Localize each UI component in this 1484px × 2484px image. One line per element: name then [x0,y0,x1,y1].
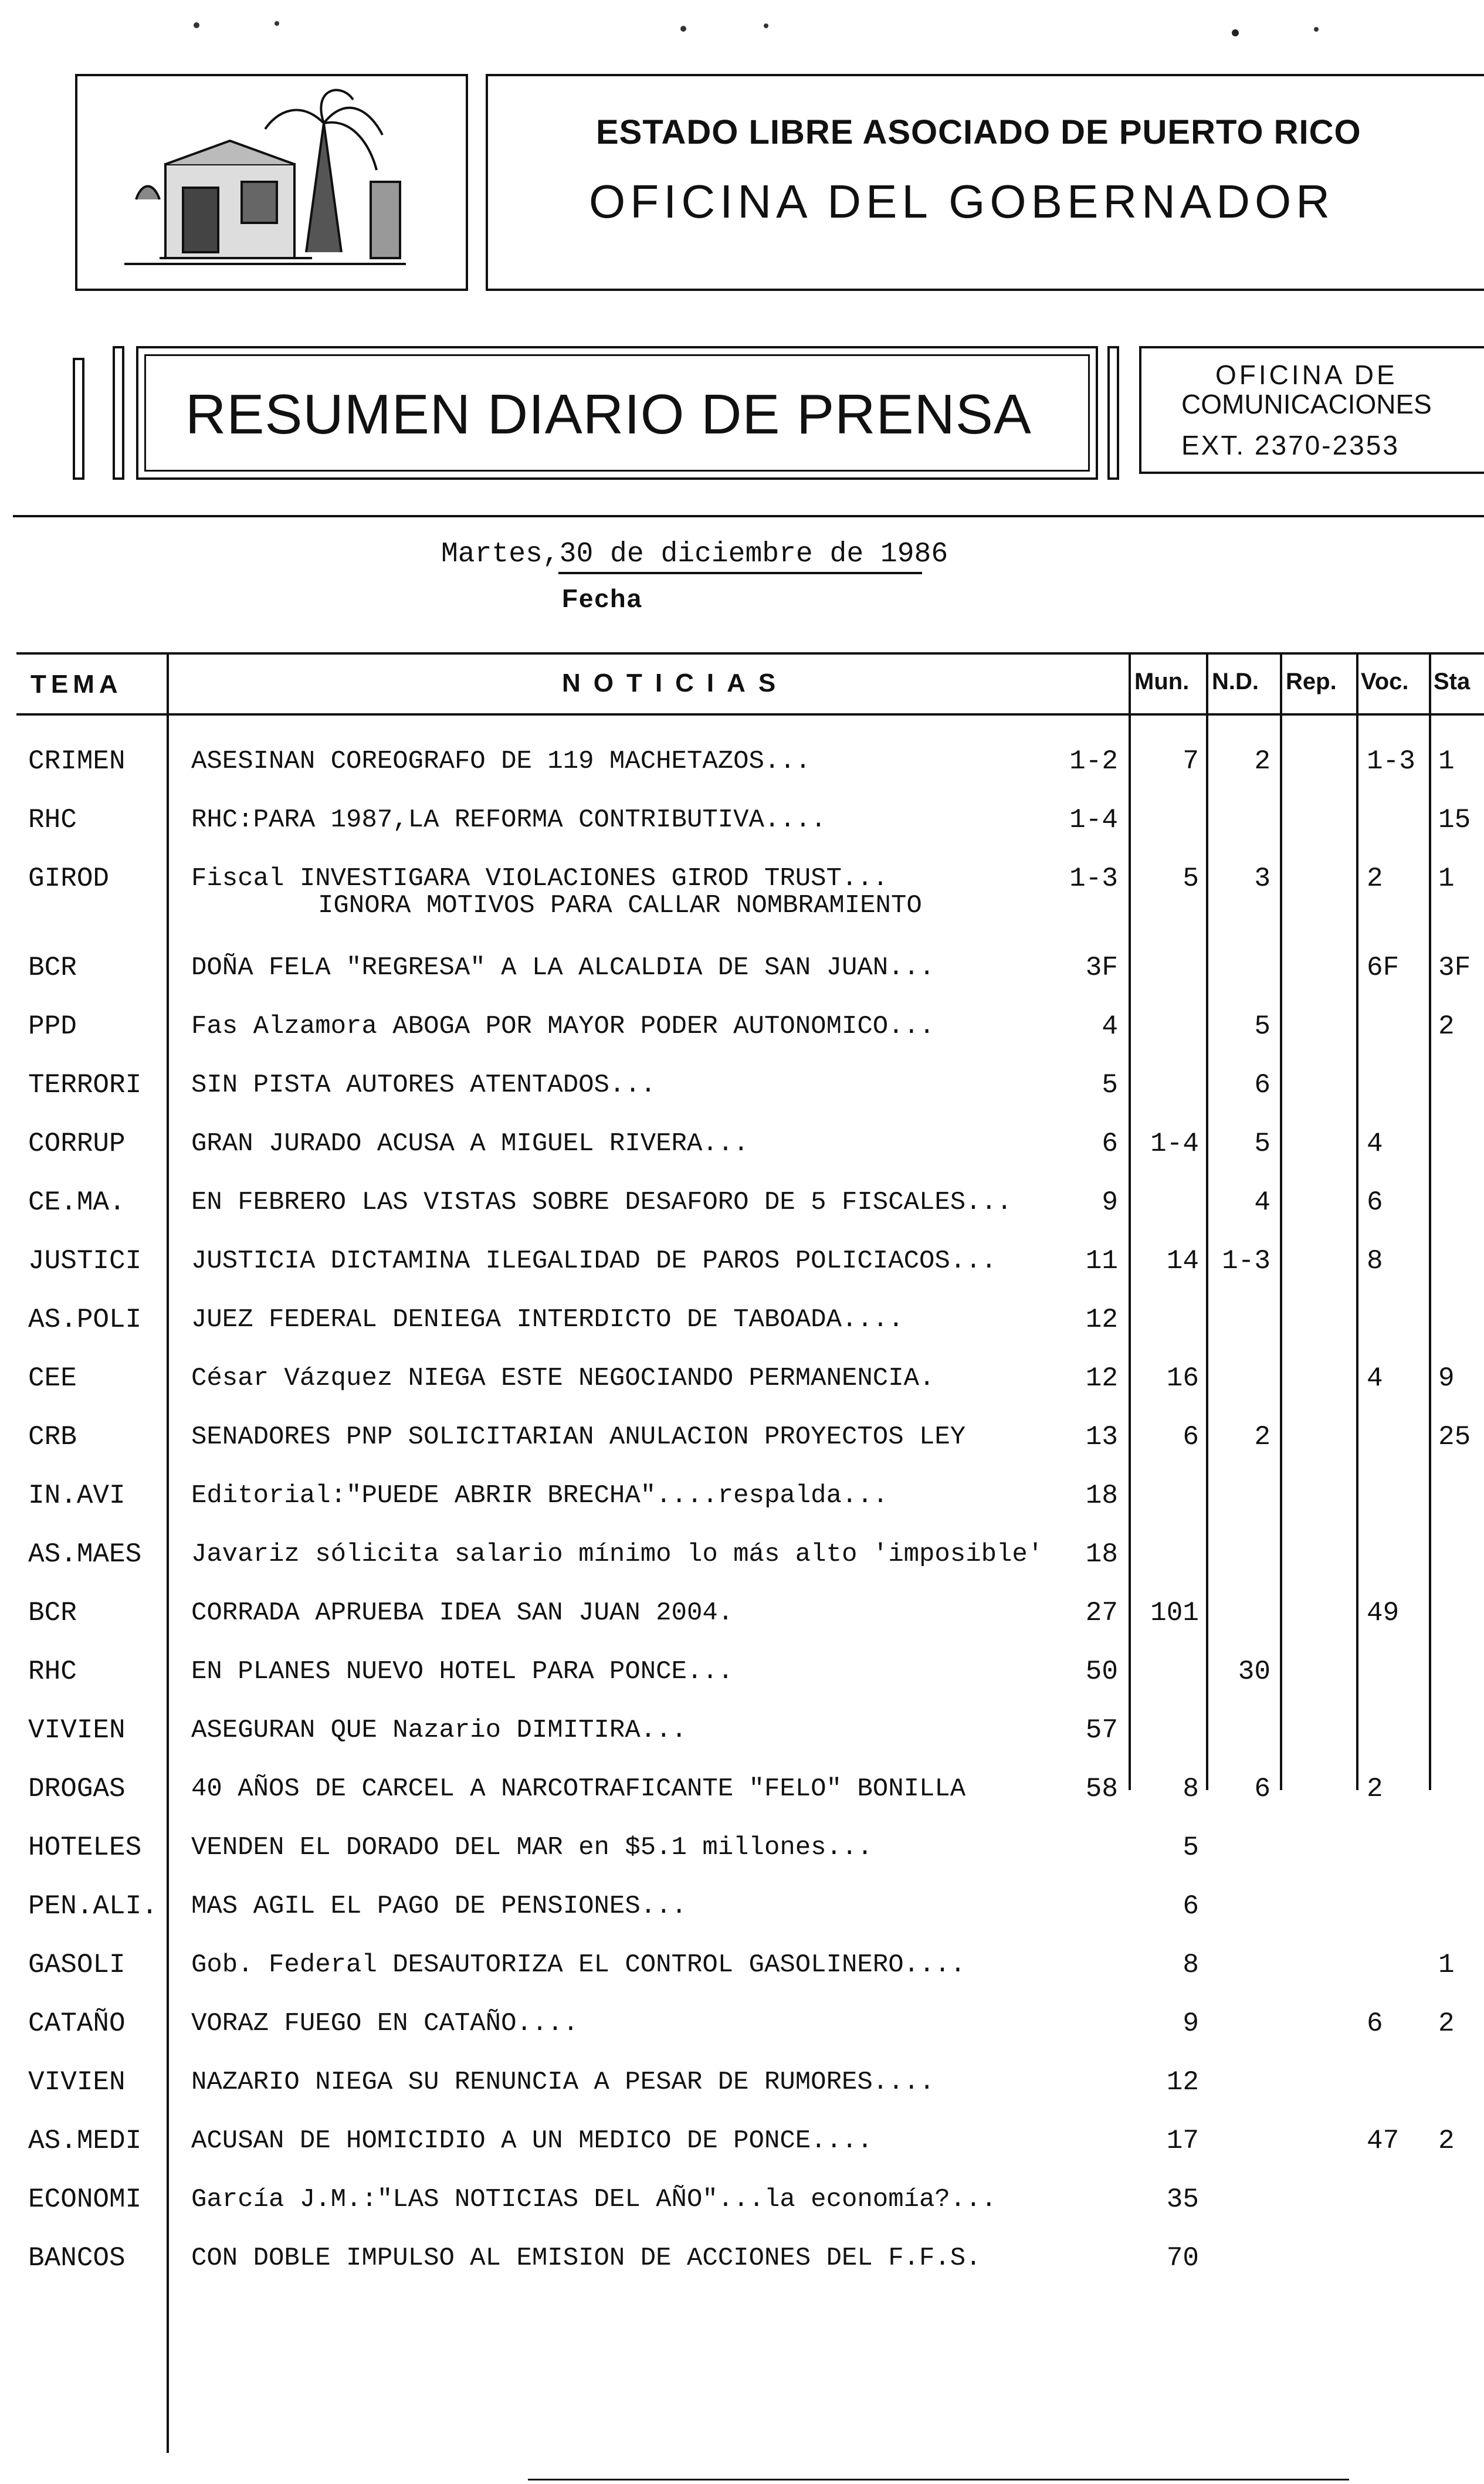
row-tema: CRIMEN [28,746,126,777]
row-nd: 16 [1166,1363,1199,1394]
row-noticia: JUSTICIA DICTAMINA ILEGALIDAD DE PAROS POLICIACOS... [191,1246,997,1276]
row-noticia: CORRADA APRUEBA IDEA SAN JUAN 2004. [191,1598,734,1628]
row-noticia: DOÑA FELA "REGRESA" A LA ALCALDIA DE SAN JUAN... [191,953,935,982]
row-tema: TERRORI [28,1070,142,1100]
row-star: 2 [1438,2008,1455,2039]
row-voc: 6F [1367,953,1400,983]
column-header-noticias: NOTICIAS [562,669,789,697]
row-rep: 2 [1254,746,1270,777]
row-noticia: CON DOBLE IMPULSO AL EMISION DE ACCIONES DEL F.F.S. [191,2244,981,2273]
row-star: 25 [1438,1422,1471,1452]
row-star: 15 [1438,805,1471,835]
title-left-bar [73,358,84,480]
row-tema: GASOLI [28,1950,126,1980]
row-nd: 5 [1183,1832,1199,1863]
row-noticia-continuation: IGNORA MOTIVOS PARA CALLAR NOMBRAMIENTO [318,891,922,920]
scan-mark [680,26,686,32]
title-left-bar [113,346,124,480]
row-noticia: ASEGURAN QUE Nazario DIMITIRA... [191,1716,687,1745]
row-tema: ECONOMI [28,2184,142,2215]
table-header-line [16,713,1484,716]
office-line-3: EXT. 2370-2353 [1181,430,1400,460]
row-tema: GIROD [28,863,110,894]
row-tema: PEN.ALI. [28,1891,158,1922]
row-tema: JUSTICI [28,1246,142,1276]
row-noticia: MAS AGIL EL PAGO DE PENSIONES... [191,1892,687,1921]
row-mun: 6 [1102,1129,1118,1159]
row-mun: 27 [1085,1598,1118,1628]
title-right-bar [1107,346,1119,480]
row-nd: 7 [1183,746,1199,777]
title-text: RESUMEN DIARIO DE PRENSA [185,383,1032,446]
date-underline [558,572,922,574]
row-voc: 4 [1367,1363,1383,1394]
row-voc: 47 [1367,2126,1400,2156]
bottom-edge-line [528,2479,1349,2480]
row-tema: AS.POLI [28,1304,142,1335]
row-rep: 30 [1238,1656,1270,1687]
row-rep: 6 [1254,1070,1270,1100]
row-noticia: SENADORES PNP SOLICITARIAN ANULACION PROYECTOS LEY [191,1422,966,1452]
row-mun: 1-2 [1069,746,1118,777]
row-nd: 12 [1166,2067,1199,2097]
column-header-rep: Rep. [1286,669,1337,694]
row-rep: 5 [1254,1011,1270,1042]
row-voc: 49 [1367,1598,1400,1628]
row-noticia: Editorial:"PUEDE ABRIR BRECHA"....respalda... [191,1481,889,1510]
row-nd: 70 [1166,2243,1199,2273]
row-voc: 2 [1367,1774,1383,1804]
column-divider [1356,652,1358,1790]
column-header-star: Sta [1434,669,1471,694]
logo-box [75,74,468,291]
row-tema: AS.MEDI [28,2126,142,2156]
row-noticia: ASESINAN COREOGRAFO DE 119 MACHETAZOS... [191,747,811,776]
row-mun: 58 [1085,1774,1118,1804]
row-tema: CEE [28,1363,77,1394]
row-noticia: ACUSAN DE HOMICIDIO A UN MEDICO DE PONCE.... [191,2126,873,2156]
row-noticia: JUEZ FEDERAL DENIEGA INTERDICTO DE TABOADA.... [191,1305,904,1334]
scan-mark [1314,27,1319,32]
row-voc: 1-3 [1367,746,1415,777]
row-noticia: 40 AÑOS DE CARCEL A NARCOTRAFICANTE "FELO" BONILLA [191,1774,966,1804]
date-value: Martes,30 de diciembre de 1986 [441,538,948,570]
office-line-2: COMUNICACIONES [1181,389,1432,419]
row-star: 1 [1438,1950,1455,1980]
row-tema: BCR [28,1598,77,1628]
column-header-tema: TEMA [31,670,123,699]
row-mun: 9 [1102,1187,1118,1218]
row-noticia: RHC:PARA 1987,LA REFORMA CONTRIBUTIVA.... [191,805,826,835]
row-mun: 18 [1085,1539,1118,1570]
row-tema: RHC [28,1656,77,1687]
row-nd: 6 [1183,1891,1199,1922]
row-noticia: VENDEN EL DORADO DEL MAR en $5.1 millones... [191,1833,873,1862]
row-nd: 8 [1183,1774,1199,1804]
row-tema: PPD [28,1011,77,1042]
row-nd: 17 [1166,2126,1199,2156]
row-tema: CRB [28,1422,77,1452]
row-star: 3F [1438,953,1471,983]
column-divider [1429,652,1431,1790]
table-top-line [16,652,1484,655]
row-noticia: EN FEBRERO LAS VISTAS SOBRE DESAFORO DE 5 FISCALES... [191,1188,1012,1217]
column-divider [1129,652,1131,1790]
row-rep: 3 [1254,863,1270,894]
row-star: 2 [1438,2126,1455,2156]
row-noticia: Fas Alzamora ABOGA POR MAYOR PODER AUTONOMICO... [191,1012,935,1041]
column-header-nd: N.D. [1212,669,1259,694]
row-nd: 8 [1183,1950,1199,1980]
row-tema: BANCOS [28,2243,126,2273]
row-voc: 8 [1367,1246,1383,1276]
row-voc: 6 [1367,1187,1383,1218]
column-header-mun: Mun. [1134,669,1190,694]
row-noticia: Gob. Federal DESAUTORIZA EL CONTROL GASOLINERO.... [191,1950,966,1980]
row-nd: 1-4 [1150,1129,1199,1159]
row-voc: 2 [1367,863,1383,894]
scan-mark [1232,29,1239,36]
row-star: 1 [1438,863,1455,894]
scan-mark [194,22,199,28]
row-mun: 12 [1085,1363,1118,1394]
row-tema: CE.MA. [28,1187,126,1218]
row-tema: CATAÑO [28,2008,126,2039]
row-nd: 6 [1183,1422,1199,1452]
row-noticia: García J.M.:"LAS NOTICIAS DEL AÑO"...la economía?... [191,2185,997,2214]
row-tema: VIVIEN [28,1715,126,1746]
row-noticia: EN PLANES NUEVO HOTEL PARA PONCE... [191,1657,734,1686]
row-mun: 57 [1085,1715,1118,1746]
row-nd: 35 [1166,2184,1199,2215]
fortaleza-logo-icon [77,76,466,289]
row-tema: VIVIEN [28,2067,126,2097]
scan-mark [275,21,279,26]
column-header-voc: Voc. [1361,669,1409,694]
row-tema: DROGAS [28,1774,126,1804]
row-noticia: César Vázquez NIEGA ESTE NEGOCIANDO PERMANENCIA. [191,1364,935,1393]
row-mun: 4 [1102,1011,1118,1042]
column-divider [1280,652,1282,1790]
row-voc: 4 [1367,1129,1383,1159]
row-rep: 4 [1254,1187,1270,1218]
row-noticia: VORAZ FUEGO EN CATAÑO.... [191,2009,579,2038]
row-star: 1 [1438,746,1455,777]
row-star: 9 [1438,1363,1455,1394]
row-voc: 6 [1367,2008,1383,2039]
row-mun: 12 [1085,1304,1118,1335]
separator-line [13,515,1484,517]
row-rep: 2 [1254,1422,1270,1452]
row-nd: 5 [1183,863,1199,894]
header-line-2: OFICINA DEL GOBERNADOR [589,175,1334,228]
row-mun: 18 [1085,1480,1118,1511]
row-mun: 1-4 [1069,805,1118,835]
row-rep: 1-3 [1222,1246,1270,1276]
row-mun: 50 [1085,1656,1118,1687]
row-noticia: Fiscal INVESTIGARA VIOLACIONES GIROD TRUST... [191,864,889,893]
row-rep: 6 [1254,1774,1270,1804]
row-tema: BCR [28,953,77,983]
column-divider [1206,652,1208,1790]
row-mun: 1-3 [1069,863,1118,894]
row-mun: 5 [1102,1070,1118,1100]
date-label: Fecha [562,584,643,613]
row-nd: 14 [1166,1246,1199,1276]
scan-mark [764,23,768,28]
row-rep: 5 [1254,1129,1270,1159]
row-nd: 9 [1183,2008,1199,2039]
row-noticia: GRAN JURADO ACUSA A MIGUEL RIVERA... [191,1129,749,1158]
row-noticia: SIN PISTA AUTORES ATENTADOS... [191,1070,656,1100]
row-noticia: Javariz sólicita salario mínimo lo más alto 'imposible' [191,1540,1043,1569]
row-tema: HOTELES [28,1832,142,1863]
row-nd: 101 [1150,1598,1199,1628]
column-divider [167,652,169,2453]
row-noticia: NAZARIO NIEGA SU RENUNCIA A PESAR DE RUMORES.... [191,2068,935,2097]
office-line-1: OFICINA DE [1215,360,1398,390]
row-tema: IN.AVI [28,1480,126,1511]
header-line-1: ESTADO LIBRE ASOCIADO DE PUERTO RICO [596,113,1361,151]
row-mun: 13 [1085,1422,1118,1452]
row-tema: RHC [28,805,77,835]
row-tema: AS.MAES [28,1539,142,1570]
row-star: 2 [1438,1011,1455,1042]
row-mun: 3F [1085,953,1118,983]
row-tema: CORRUP [28,1129,126,1159]
row-mun: 11 [1085,1246,1118,1276]
